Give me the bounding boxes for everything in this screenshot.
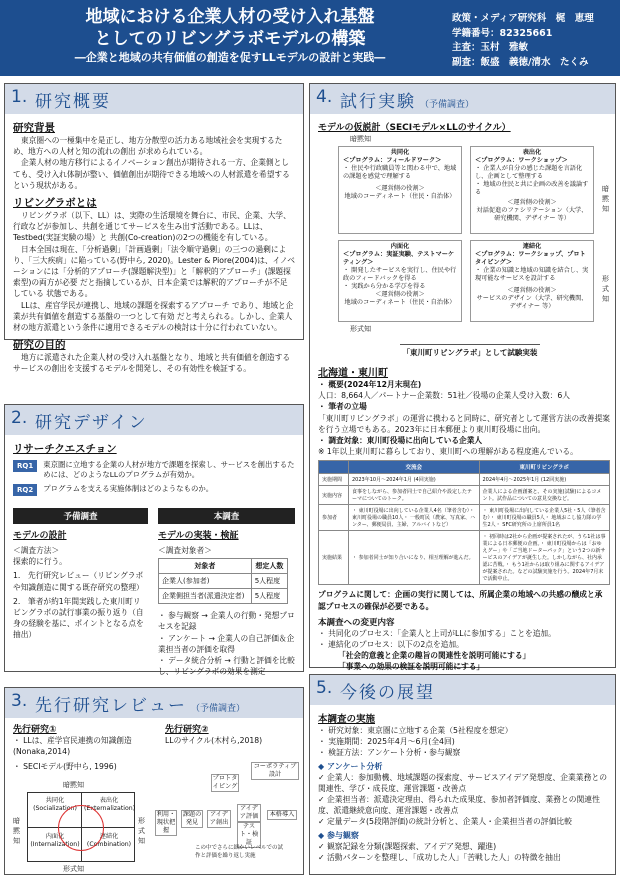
table-cell: ・ 東川町役場に出向している企業人5社・5人（筆者含む）・ 東川町役場の職員5人・ 地域おこし協力隊の学生2人・ SFC研究所の上席所員1名 <box>479 505 610 531</box>
table-cell: ・ 東川町役場に出向している企業人4名（筆者含む）・ 東川町役場の職員10人・ 一般町民（農家、写真家、ハンター、郵便局員、主婦、アルバイトなど） <box>349 505 480 531</box>
table-cell: 5人程度 <box>251 589 287 604</box>
section-5-header <box>310 675 615 705</box>
section-number: 2. <box>11 408 28 428</box>
model-design-heading: モデルの設計 <box>13 531 67 541</box>
table-row <box>159 574 288 589</box>
cycle-step: コーポラティブ設計 <box>251 762 299 780</box>
target-table <box>158 558 288 604</box>
table-cell: 企業人による企画創案と、その実施(試験)によるコメント。試作品についての意見交換など。 <box>479 486 610 505</box>
table-cell: 食事をしながら、参加者同士で自己紹介や設定したテーマについてのトーク。 <box>349 486 480 505</box>
section-number: 1. <box>11 87 28 107</box>
hk-item: ・ 筆者の立場 <box>318 402 367 412</box>
section-number: 3. <box>11 691 28 711</box>
table-row <box>319 486 610 505</box>
higashikawa-block <box>318 364 610 673</box>
rq2-text: プログラムを支える実施体制はどのようなものか。 <box>43 484 214 493</box>
table-header <box>319 461 349 474</box>
table-row <box>319 505 610 531</box>
seci-combination: 連結化 (Combination) <box>86 833 132 848</box>
table-header: 東川町リビングラボ <box>479 461 610 474</box>
rq1-text: 東京圏に立地する企業の人材が地方で課題を探索し、サービスを創出するためには、どのようなLLのプログラムが有効か。 <box>43 460 295 479</box>
section-4-header <box>310 84 615 114</box>
table-cell: 参加者 <box>319 505 349 531</box>
table-cell: 2024年4月〜2025年1月 (12回実施) <box>479 474 610 486</box>
table-header: 想定人数 <box>251 559 287 574</box>
section-2-header <box>5 405 303 435</box>
table-row <box>159 589 288 604</box>
table-row <box>319 531 610 585</box>
section-title: 今後の展望 <box>340 683 435 703</box>
plan-heading: 本調査の実施 <box>318 714 376 725</box>
hk-item: ・ 調査対象：東川町役場に出向している企業人 <box>318 436 483 446</box>
analysis-list <box>318 772 607 827</box>
explicit-label: 形式知 <box>350 325 371 333</box>
seci-socialization: 共同化 (Socialization) <box>33 797 77 812</box>
section-subtitle: （予備調査） <box>191 704 246 714</box>
change-item: ・ 連結化のプロセス：以下の2点を追加。 <box>318 640 464 650</box>
student-id: 学籍番号：82325661 <box>452 27 553 39</box>
seci-externalization: 表出化 (Externalization) <box>84 797 136 812</box>
method-text: 探索的に行う。 <box>13 557 67 567</box>
quadrant-role-heading: ＜運営側の役割＞ <box>507 199 557 206</box>
section-3-header <box>5 688 303 718</box>
change-heading: 本調査への変更内容 <box>318 617 395 628</box>
review-1-heading: 先行研究① <box>13 725 57 735</box>
list-item: ✓ 企業担当者：派遣決定理由、得られた成果度、参加者評価度、業務との関連性度、派遣継続意向度、運営課題・改善点 <box>318 795 600 815</box>
quadrant-role: 地域のコーディネート（住民・自治体） <box>344 193 456 200</box>
section-3 <box>4 687 304 875</box>
change-item: 「事業への効果の検証を説明可能にする」 <box>338 662 485 672</box>
implementation-heading: モデルの実装・検証 <box>158 531 239 541</box>
quadrant-item: ・ 住民や行政職員等と関わる中で、地域の課題を感覚で理解する <box>343 165 457 180</box>
list-item: ・ 検証方法：アンケート分析・参与観察 <box>318 748 461 757</box>
background-heading: 研究背景 <box>13 122 55 134</box>
observation-list <box>318 841 607 863</box>
goal-text: 地方に派遣された企業人材の受け入れ基盤となり、地域と共有価値を創造するサービスの創出を支援するモデルを開発し、その有効性を検証する。 <box>13 353 291 374</box>
list-item: ・ 研究対象：東京圏に立地する企業（5社程度を想定） <box>318 726 513 735</box>
living-lab-heading: リビングラボとは <box>13 197 97 210</box>
implementation-caption: 「東川町リビングラボ」として試験実装 <box>400 344 540 358</box>
table-cell: 実施期間 <box>319 474 349 486</box>
section-2 <box>4 404 304 677</box>
goal-heading: 研究の目的 <box>13 339 66 352</box>
section-title: 研究概要 <box>35 92 111 112</box>
quadrant-program: ＜プログラム：ワークショップ、プロトタイピング＞ <box>475 251 586 266</box>
subtitle: ―企業と地域の共有価値の創造を促すLLモデルの設計と実践― <box>74 51 386 64</box>
living-lab-p2: 日本全国は現在、「分析過剰」「計画過剰」「法令順守過剰」の三つの過剰により、「三大疾病」に陥っている(野中ら, 2020)。Lester & Piore(2004)は、イノベーションには「分析的アプローチ(課題解決型)」と「解釈的アプローチ」(課題探索型)の両方が必要 だと指摘しているが、日本企業では解釈的アプローチが不足している 状態である。 <box>13 244 295 299</box>
review-1-item: ・ SECIモデル(野中ら, 1996) <box>13 762 117 772</box>
main-column <box>158 508 295 677</box>
background-p2: 企業人材の地方移行によるイノベーション創出が期待される一方、企業側としても、受け入れ体制が整い、価値創出が期待できる地域への人材派遣を希望するという現状がある。 <box>13 158 290 190</box>
main-item: ・ データ統合分析 → 行動と評価を比較し、リビングラボの効果を測定 <box>158 656 295 677</box>
observation-heading: ◆ 参与観察 <box>318 831 359 840</box>
quadrant-item: ・ 企業の知識と地域の知識を結合し、実現可能なサービスを設計する <box>475 267 589 282</box>
cycle-step: 利用・現状把握 <box>156 811 176 834</box>
living-lab-p3: LLは、産官学民が連携し、地域の課題を探索するアプローチ であり、地域と企業が共有価値を創造する基盤の一つとして有効 だと考えられる。しかし、企業人材の地方派遣という条件に適用できるモデルの検討は十分に行われていない。 <box>13 300 294 333</box>
living-lab-p1: リビングラボ（以下、LL）は、実際の生活環境を舞台に、市民、企業、大学、行政などが参加し、共創を通じてサービスを生み出す活動である。LLは、Testbed(実証実験の場）と 共創(Co-creation)の2つの機能を有している。 <box>13 211 291 243</box>
title-block <box>20 6 440 66</box>
quadrant-role-heading: ＜運営側の役割＞ <box>375 185 425 192</box>
sub-examiner: 副査：飯盛 義徳/清水 たくみ <box>452 56 589 68</box>
change-item: 「社会的意義と企業の趣旨の関連性を説明可能にする」 <box>338 651 531 661</box>
quadrant-program: ＜プログラム：実証実験、テストマーケティング＞ <box>343 251 455 266</box>
method-item: 1. 先行研究レビュー（リビングラボや知識創造に関する既存研究の整理） <box>13 571 144 592</box>
list-item: ✓ 定量データ(5段階評価)の統計分析と、企業人・企業担当者の評価比較 <box>318 817 572 826</box>
method-heading: ＜調査方法＞ <box>13 546 60 555</box>
section-number: 4. <box>316 87 333 107</box>
section-number: 5. <box>316 678 333 698</box>
model-heading: モデルの仮説計（SECIモデル×LLのサイクル） <box>318 123 511 133</box>
hk-item: ・ 概要(2024年12月末現在) <box>318 380 422 389</box>
main-survey-bar: 本調査 <box>158 508 295 524</box>
table-cell: 2023年10月〜2024年1月 (4回実施) <box>349 474 480 486</box>
quadrant-program: ＜プログラム：ワークショップ＞ <box>475 157 568 164</box>
table-cell: 実施結果 <box>319 531 349 585</box>
seci-spiral-icon <box>58 805 104 851</box>
preliminary-column <box>13 508 148 677</box>
ll-cycle-diagram <box>155 762 301 872</box>
seci-explicit-bottom: 形式知 <box>63 865 84 873</box>
table-cell: ・ 初回時は2社から企画が提案されたが、うち1社は事業による日本郵便の企画。・ 東川町役場からは「おゆえグー」や「ご当地ドーターパック」という2つの新サービスのアイデアが誕生した。しかしながら、社内承認に苦戦。・ もう1社からは取り組みに関するアイデアが提案された。などの試験実施を行う。2024年7月末で活動中止。 <box>479 531 610 585</box>
table-cell: ・ 参加者同士が知り合いになり、相互理解が進んだ。 <box>349 531 480 585</box>
title-line-1: 地域における企業人材の受け入れ基盤 <box>85 7 375 27</box>
cycle-step: アイデア評価 <box>237 804 261 822</box>
seci-tacit-top: 暗黙知 <box>63 781 84 789</box>
explicit-right: 形式知 <box>602 275 609 303</box>
review-1-item: ・ LLは、産学官民連携の知識創造(Nonaka,2014) <box>13 736 132 757</box>
quadrant-item: ・ 実践から分かる学びを得る <box>343 283 426 290</box>
quadrant-item: ・ 開発したサービスを実行し、住民や行政のフィードバックを得る <box>343 267 457 282</box>
seci-diagram <box>13 781 163 873</box>
section-title <box>35 691 245 716</box>
seci-right: 形式知 <box>138 817 145 845</box>
section-title-text: 試行実験 <box>340 92 416 112</box>
quadrant-socialization <box>338 146 462 234</box>
section-subtitle: （予備調査） <box>420 100 475 110</box>
change-item: ・ 共同化のプロセス：「企業人と上司がLLに参加する」ことを追加。 <box>318 628 556 638</box>
quadrant-role-heading: ＜運営側の役割＞ <box>507 287 557 294</box>
rq2 <box>13 484 295 496</box>
quadrant-item: ・ 企業人が自分の感じた課題を言語化し、企画として整理する <box>475 165 583 180</box>
quadrant-title: 表出化 <box>522 149 542 156</box>
survey-analysis-heading: ◆ アンケート分析 <box>318 762 383 771</box>
cycle-step: テスト・検証 <box>237 822 261 848</box>
section-title <box>340 87 474 112</box>
plan-list <box>318 725 607 758</box>
method-item: 2. 筆者が約1年間実践した東川町リビングラボの試行事業の振り返り（自身の経験を基に、ポイントとなる点を抽出） <box>13 596 144 640</box>
table-row <box>319 474 610 486</box>
hk-item: 人口：8,664人／パートナー企業数：51社／役場の企業人受け入数：6人 <box>318 391 570 401</box>
main-item: ・ 参与観察 → 企業人の行動・発想プロセスを記録 <box>158 611 295 632</box>
table-header: 対象者 <box>159 559 252 574</box>
review-2 <box>165 722 301 746</box>
background-p1: 東京圏への一極集中を是正し、地方分散型の活力ある地域社会を実現するため、地方への人材と知の流れの創出 が求められている。 <box>13 136 283 157</box>
cycle-step: アイデア創出 <box>207 810 231 828</box>
quadrant-program: ＜プログラム：フィールドワーク＞ <box>343 157 442 164</box>
seci-internalization: 内面化 (Internalization) <box>30 833 80 848</box>
tacit-label: 暗黙知 <box>350 135 371 143</box>
quadrant-externalization <box>470 146 594 234</box>
list-item: ✓ 企業人：参加動機、地域課題の探索度、サービスアイデア発想度、企業業務との関連性、学び・成長度、運営課題・改善点 <box>318 773 607 793</box>
quadrant-role: 対話促進のファシリテーション（大学、研究機関、デザイナー 等） <box>476 207 588 222</box>
quadrant-role-heading: ＜運営側の役割＞ <box>375 291 425 298</box>
quadrant-role: 地域のコーディネート（住民・自治体） <box>344 299 456 306</box>
list-item: ・ 実施期間：2025年4月〜6月(全4回) <box>318 737 455 746</box>
main-item: ・ アンケート → 企業人の自己評価＆企業担当者の評価を取得 <box>158 633 295 654</box>
quadrant-title: 連結化 <box>522 243 542 250</box>
section-1 <box>4 83 304 374</box>
section-title: 研究デザイン <box>35 413 148 433</box>
list-item: ✓ 活動パターンを整理し、「成功した人」「苦戦した人」の特徴を抽出 <box>318 853 561 862</box>
quadrant-item: ・ 地域の住民と共に企画の改善を議論する <box>475 181 589 196</box>
table-header: 交流会 <box>349 461 480 474</box>
higashikawa-heading: 北海道・東川町 <box>318 368 388 379</box>
trial-table <box>318 460 610 585</box>
rq1-tag: RQ1 <box>13 460 37 472</box>
title-line-2: としてのリビングラボモデルの構築 <box>94 29 366 49</box>
hk-item: 「東川町リビングラボ」の運営に携わると同時に、研究者として運営方法の改善提案を行う立場でもある。2023年に日本郵便より東川町役場に出向。 <box>318 413 610 434</box>
author-block <box>452 12 594 70</box>
quadrant-title: 共同化 <box>390 149 410 156</box>
table-cell: 5人程度 <box>251 574 287 589</box>
rq-heading: リサーチクエスチョン <box>13 443 117 455</box>
table-cell: 企業人(参加者) <box>159 574 252 589</box>
table-cell: 企業側担当者(派遣決定者) <box>159 589 252 604</box>
quadrant-role: サービスのデザイン（大学、研究機関、デザイナー 等） <box>476 295 588 310</box>
cycle-step: プロトタイピング <box>212 775 238 790</box>
author-line: 政策・メディア研究科 梶 恵理 <box>452 13 594 24</box>
rq1 <box>13 460 295 480</box>
preliminary-bar: 予備調査 <box>13 508 148 524</box>
poster-header <box>0 0 620 76</box>
review-2-heading: 先行研究② <box>165 725 209 735</box>
cycle-step: 課題の発見 <box>182 811 202 826</box>
section-title-text: 先行研究レビュー <box>35 696 187 716</box>
tacit-right: 暗黙知 <box>602 185 609 213</box>
rq2-tag: RQ2 <box>13 484 37 496</box>
quadrant-title: 内面化 <box>390 243 410 250</box>
section-5 <box>309 674 616 875</box>
result-text: プログラムに関して：企画の実行に関しては、所属企業の地域への共感の醸成と承認プロセスの確保が必要である。 <box>318 590 603 611</box>
chief-examiner: 主査：玉村 雅敏 <box>452 42 529 53</box>
list-item: ✓ 観察記録を分類(課題探索、アイデア発想、躍進) <box>318 842 497 851</box>
quadrant-internalization <box>338 240 462 322</box>
review-1 <box>13 722 153 773</box>
cycle-step: 本格導入 <box>267 810 297 820</box>
seci-grid <box>27 792 135 862</box>
quadrant-combination <box>470 240 594 322</box>
seci-left: 暗黙知 <box>13 817 20 845</box>
table-cell: 実施内容 <box>319 486 349 505</box>
cycle-note: この中でさらに細かいレベルでの試作と評価を繰り返し実施 <box>195 845 284 859</box>
hk-item: ※ 1年以上東川町に暮らしており、東川町への理解がある程度進んでいる。 <box>318 447 578 457</box>
section-1-header <box>5 84 303 114</box>
review-2-text: LLのサイクル(木村ら,2018) <box>165 736 263 745</box>
target-heading: ＜調査対象者＞ <box>158 546 212 555</box>
section-4 <box>309 83 616 672</box>
